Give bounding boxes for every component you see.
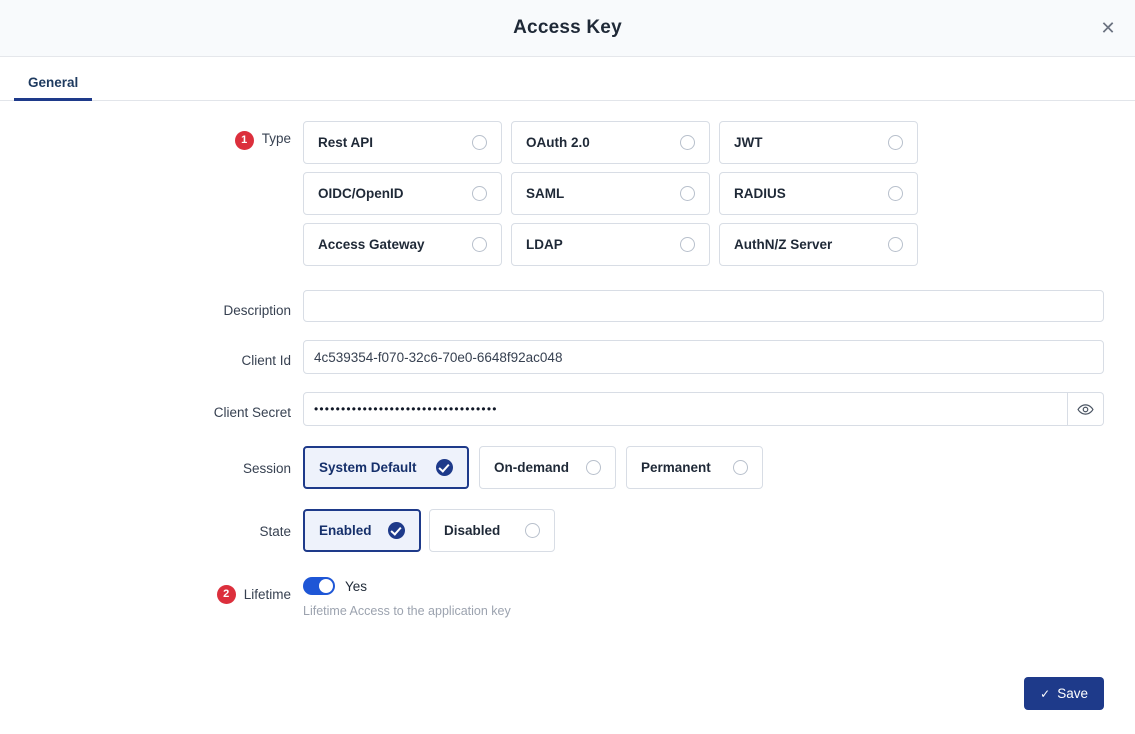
radio-icon[interactable] — [680, 186, 695, 201]
label-text: Session — [242, 460, 291, 476]
label-text: Lifetime — [243, 586, 291, 602]
type-option-oauth2[interactable] — [511, 121, 710, 164]
radio-icon[interactable] — [525, 523, 540, 538]
label-session — [31, 446, 303, 478]
radio-icon[interactable] — [888, 237, 903, 252]
session-options — [303, 446, 1104, 489]
lifetime-toggle-value: Yes — [345, 578, 368, 594]
radio-icon[interactable] — [680, 237, 695, 252]
type-option-jwt[interactable] — [719, 121, 918, 164]
state-options — [303, 509, 1104, 552]
label-text: State — [259, 523, 291, 539]
label-text: Client Secret — [213, 404, 291, 420]
save-button-label: Save — [1057, 686, 1088, 701]
field-row-session — [31, 446, 1104, 489]
radio-icon[interactable] — [472, 186, 487, 201]
radio-icon[interactable] — [680, 135, 695, 150]
option-label: LDAP — [526, 237, 563, 252]
option-label: System Default — [319, 460, 417, 475]
label-client-id — [31, 340, 303, 372]
close-icon[interactable]: ✕ — [1095, 15, 1121, 41]
type-option-ldap[interactable] — [511, 223, 710, 266]
field-row-description — [31, 290, 1104, 322]
option-label: Disabled — [444, 523, 501, 538]
lifetime-toggle-row — [303, 574, 1104, 598]
label-text: Client Id — [241, 352, 291, 368]
label-state — [31, 509, 303, 541]
radio-checked-icon[interactable] — [388, 522, 405, 539]
field-row-type — [31, 121, 1104, 266]
type-option-radius[interactable] — [719, 172, 918, 215]
option-label: On-demand — [494, 460, 570, 475]
type-option-access-gateway[interactable] — [303, 223, 502, 266]
status-badge: 2 — [217, 585, 236, 604]
option-label: Enabled — [319, 523, 372, 538]
radio-checked-icon[interactable] — [436, 459, 453, 476]
dialog-header — [0, 0, 1135, 57]
option-label: Rest API — [318, 135, 374, 150]
toggle-knob — [319, 579, 333, 593]
option-label: AuthN/Z Server — [734, 237, 833, 252]
label-description — [31, 290, 303, 322]
lifetime-help-text: Lifetime Access to the application key — [303, 604, 511, 618]
radio-icon[interactable] — [733, 460, 748, 475]
client-id-input[interactable] — [303, 340, 1104, 374]
label-lifetime — [31, 574, 303, 606]
session-option-system-default[interactable] — [303, 446, 469, 489]
label-client-secret — [31, 392, 303, 424]
tab-bar — [0, 57, 1135, 101]
radio-icon[interactable] — [586, 460, 601, 475]
field-row-lifetime — [31, 574, 1104, 618]
state-option-enabled[interactable] — [303, 509, 421, 552]
field-row-client-id — [31, 340, 1104, 374]
label-text: Description — [223, 302, 291, 318]
client-secret-group — [303, 392, 1104, 426]
radio-icon[interactable] — [472, 135, 487, 150]
status-badge: 1 — [235, 131, 254, 150]
session-option-permanent[interactable] — [626, 446, 763, 489]
option-label: OAuth 2.0 — [526, 135, 590, 150]
session-option-on-demand[interactable] — [479, 446, 616, 489]
radio-icon[interactable] — [888, 186, 903, 201]
form-body — [0, 101, 1135, 677]
label-text: Type — [261, 131, 291, 146]
option-label: Access Gateway — [318, 237, 425, 252]
state-option-disabled[interactable] — [429, 509, 555, 552]
type-option-oidc-openid[interactable] — [303, 172, 502, 215]
radio-icon[interactable] — [888, 135, 903, 150]
option-label: SAML — [526, 186, 565, 201]
type-option-authnz-server[interactable] — [719, 223, 918, 266]
page-title: Access Key — [513, 17, 622, 38]
radio-icon[interactable] — [472, 237, 487, 252]
check-icon: ✓ — [1040, 686, 1051, 701]
client-secret-input[interactable] — [303, 392, 1068, 426]
type-option-saml[interactable] — [511, 172, 710, 215]
option-label: Permanent — [641, 460, 711, 475]
field-row-client-secret — [31, 392, 1104, 426]
description-input[interactable] — [303, 290, 1104, 322]
option-label: OIDC/OpenID — [318, 186, 404, 201]
field-row-state — [31, 509, 1104, 552]
type-option-grid — [303, 121, 1104, 266]
option-label: JWT — [734, 135, 763, 150]
dialog-footer — [0, 677, 1135, 734]
type-option-rest-api[interactable] — [303, 121, 502, 164]
eye-icon[interactable] — [1068, 392, 1104, 426]
label-type — [31, 121, 303, 153]
option-label: RADIUS — [734, 186, 786, 201]
tab-general[interactable]: General — [14, 75, 92, 100]
lifetime-toggle[interactable] — [303, 577, 335, 595]
save-button[interactable] — [1024, 677, 1104, 710]
